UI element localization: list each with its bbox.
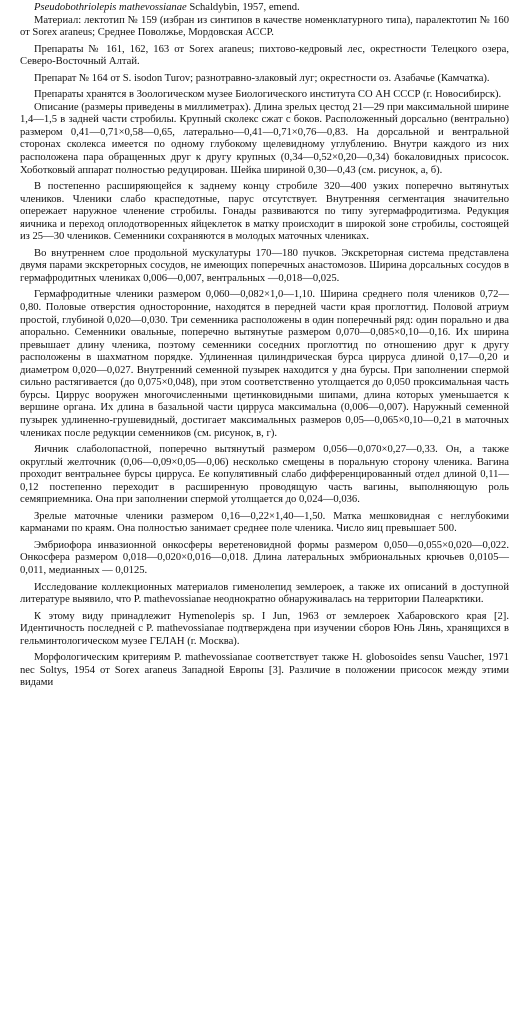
paragraph-description: Описание (размеры приведены в миллиметрах). Длина зрелых цестод 21—29 при максимальной ширине 1,4—1,5 в задней части стробилы. Крупный сколекс сжат с боков. Расположенный дорсально (вентрально) размером 0,41—0,71×0,58—0,65, латерально—0,41—0,71×0,76—0,83. На дорсальной и вентральной сторонах сколекса имеется по одному глубокому щелевидному углублению. Внутри каждого из них расположена пара обращенных друг к другу крупных (0,34—0,52×0,20—0,34) бокаловидных присосок. Хоботковый аппарат полностью редуцирован. Шейка шириной 0,30—0,43 (см. рисунок, а, б). [20, 101, 509, 176]
paragraph-preparation-kamchatka: Препарат № 164 от S. isodon Turov; разнотравно-злаковый луг; окрестности оз. Азабачье (Камчатка). [34, 72, 490, 84]
paragraph-hermaphrodite-segments: Гермафродитные членики размером 0,060—0,082×1,0—1,10. Ширина среднего поля члеников 0,72—0,80. Половые отверстия односторонние, находятся в передней части края проглоттид. Половой атриум простой, глубиной 0,020—0,030. Три семенника расположены в один поперечный ряд: один порально и два апорально. Семенники овальные, поперечно вытянутые размером 0,070—0,085×0,10—0,16. Их ширина превышает длину членика, поэтому семенники соседних проглоттид по отношению друг к другу расположены в шахматном порядке. Удлиненная цилиндрическая бурса цирруса длиной 0,17—0,20 и диаметром 0,020—0,027. Внутренний семенной пузырек находится у дна бурсы. При заполнении спермой сильно растягивается (до 0,075×0,048), при этом соответственно утолщается до 0,050 проксимальная часть бурсы. Циррус вооружен многочисленными щетинковидными шипами, длина которых уменьшается к вершине органа. Их длина в базальной части цирруса максимальна (0,006—0,007). Наружный семенной пузырек удлиненно-грушевидный, достигает максимальных размеров 0,05—0,065×0,10—0,21 в маточных члениках после редукции семенников (см. рисунок, в, г). [20, 289, 509, 439]
species-name: Pseudobothriolepis mathevossianae [34, 2, 187, 13]
paragraph-storage: Препараты хранятся в Зоологическом музее Биологического института СО АН СССР (г. Новосибирск). [34, 89, 502, 101]
paragraph-musculature: Во внутреннем слое продольной мускулатуры 170—180 пучков. Экскреторная система представлена двумя парами экскреторных сосудов, не имеющих поперечных анастомозов. Ширина дорсальных сосудов в гермафродитных члениках 0,006—0,007, вентральных —0,018—0,025. [20, 247, 509, 284]
species-heading [20, 2, 509, 15]
paragraph-material: Материал: лектотип № 159 (избран из синтипов в качестве номенклатурного типа), паралектотип № 160 от Sorex araneus; Среднее Поволжье, Мордовская АССР. [20, 14, 509, 39]
paragraph-morphology: Морфологическим критериям P. mathevossianae соответствует также H. globosoides sensu Vaucher, 1971 nec Soltys, 1954 от Sorex araneus Западной Европы [3]. Различие в положении присосок между этими видами [20, 652, 509, 689]
paragraph-hymenolepis: К этому виду принадлежит Hymenolepis sp. I Jun, 1963 от землероек Хабаровского края [2]. Идентичность последней с P. mathevossianae подтверждена при изучении сборов Юнь Лянь, хранящихся в гельминтологическом музее ГЕЛАН (г. Москва). [20, 610, 509, 647]
paragraph-collections: Исследование коллекционных материалов гименолепид землероек, а также их описаний в доступной литературе выявило, что P. mathevossianae неоднократно обнаруживалась на территории Палеарктики. [20, 581, 509, 606]
paragraph-gravid-segments: Зрелые маточные членики размером 0,16—0,22×1,40—1,50. Матка мешковидная с неглубокими карманами по краям. Она полностью занимает среднее поле членика. Число яиц превышает 500. [20, 510, 509, 535]
paragraph-preparations-altai: Препараты № 161, 162, 163 от Sorex araneus; пихтово-кедровый лес, окрестности Телецкого озера, Северо-Восточный Алтай. [20, 43, 509, 68]
paragraph-embryophore: Эмбриофора инвазионной онкосферы веретеновидной формы размером 0,050—0,055×0,020—0,022. Онкосфера размером 0,018—0,020×0,016—0,018. Длина латеральных эмбриональных крючьев 0,0105—0,011, медианных — 0,0125. [20, 539, 509, 576]
paragraph-ovary: Яичник слаболопастной, поперечно вытянутый размером 0,056—0,070×0,27—0,33. Он, а также округлый желточник (0,06—0,09×0,05—0,06) несколько смещены в поральную сторону членика. Вагина проходит вентральнее бурсы цирруса. Ее копулятивный слабо дифференцированный отдел длиной 0,11—0,12 постепенно переходит в расширенную проводящую часть вагины, выполняющую роль семяприемника. Она при заполнении спермой утолщается до 0,024—0,036. [20, 444, 509, 506]
paragraph-strobila: В постепенно расширяющейся к заднему концу стробиле 320—400 узких поперечно вытянутых члеников. Членики слабо краспедотные, парус отсутствует. Внутренняя сегментация значительно опережает наружное членение стробилы. Гонады развиваются по типу эугермафродитизма. Редукция яичника и переход оплодотворенных яйцеклеток в матку происходит в широкой зоне стробилы, состоящей из 25—30 члеников. Семенники сохраняются в молодых маточных члениках. [20, 181, 509, 243]
species-authority: Schaldybin, 1957, emend. [186, 2, 300, 13]
